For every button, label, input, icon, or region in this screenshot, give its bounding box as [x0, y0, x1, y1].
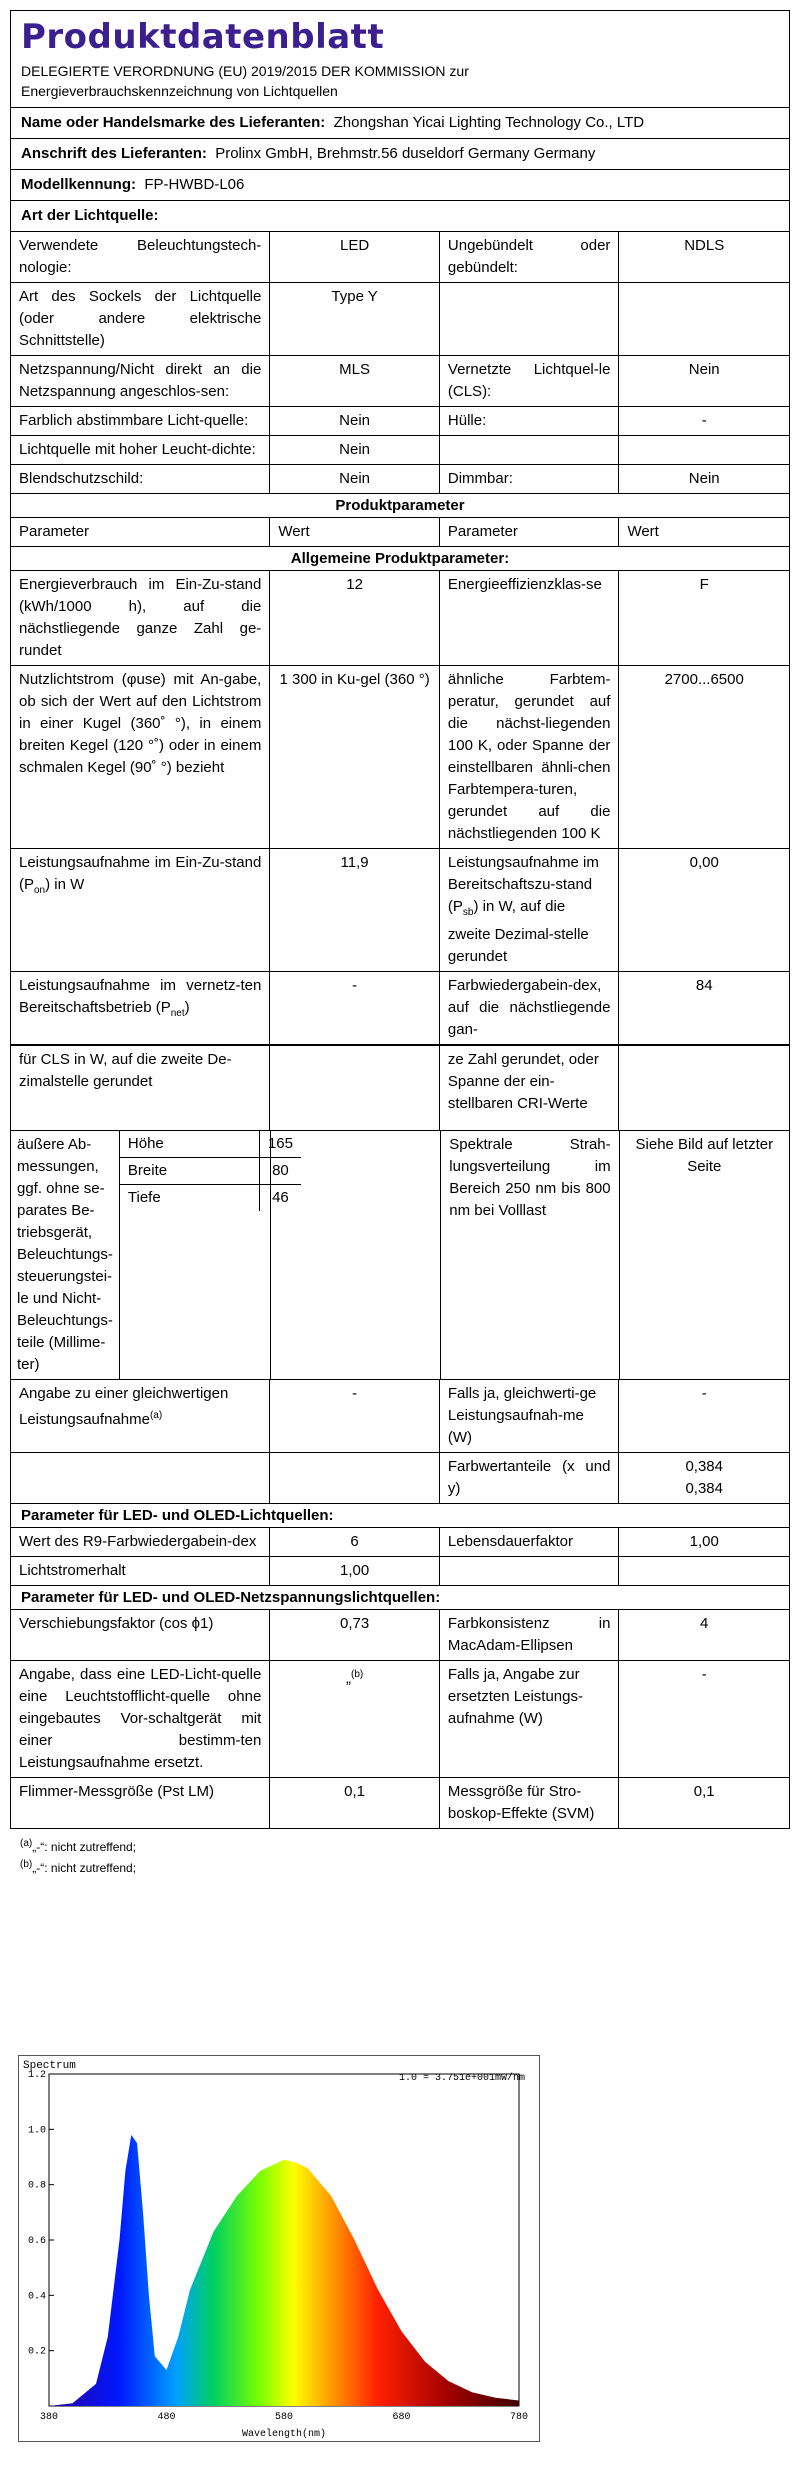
param-value: -	[270, 972, 440, 1044]
param-name: Hülle:	[440, 407, 620, 435]
param-value	[619, 1557, 789, 1585]
param-value: 1 300 in Ku-gel (360 °)	[270, 666, 440, 848]
table-row	[11, 1610, 789, 1661]
param-value: Nein	[270, 465, 440, 493]
table-row	[11, 1557, 789, 1586]
param-value: Type Y	[270, 283, 440, 355]
dimension-name: Tiefe	[120, 1185, 260, 1211]
dimension-value: 46	[272, 1189, 289, 1206]
datasheet-table-continued	[10, 1045, 790, 1829]
footnotes	[10, 1835, 790, 1877]
led-params-heading: Parameter für LED- und OLED-Lichtquellen:	[21, 1507, 334, 1524]
supplier-address-value: Prolinx GmbH, Brehmstr.56 duseldorf Germany Germany	[215, 145, 596, 162]
param-value: 0,1	[693, 1783, 715, 1800]
param-name	[440, 1557, 620, 1585]
column-header-value: Wert	[270, 518, 440, 546]
param-value: Siehe Bild auf letzter Seite	[635, 1136, 774, 1175]
column-header-param: Parameter	[440, 518, 620, 546]
x-tick-label: 680	[392, 2412, 411, 2423]
param-name: Dimmbar:	[440, 465, 620, 493]
param-value: F	[699, 576, 709, 593]
param-name: Falls ja, gleichwerti-ge Leistungsaufnah-me (W)	[440, 1380, 620, 1452]
spectrum-chart	[18, 2055, 540, 2442]
table-row	[11, 666, 789, 849]
led-params-heading-row	[11, 1504, 789, 1528]
header-block	[11, 11, 789, 108]
regulation-line-2: Energieverbrauchskennzeichnung von Lichtquellen	[21, 83, 338, 99]
supplier-name-label: Name oder Handelsmarke des Lieferanten:	[21, 114, 326, 131]
param-value	[619, 436, 789, 464]
column-header-value: Wert	[627, 523, 659, 540]
table-row	[11, 1046, 789, 1131]
param-name: Farbwiedergabein-dex, auf die nächstliegende gan-	[440, 972, 620, 1044]
param-name: Verwendete Beleuchtungstech-nologie:	[11, 232, 270, 282]
param-value: 0,00	[689, 854, 719, 871]
product-params-heading-row	[11, 494, 789, 518]
param-name: Angabe, dass eine LED-Licht-quelle eine Leuchtstofflicht-quelle ohne eingebautes Vor-schaltgerät mit einer bestimm-ten Leistungsaufnahme ersetzt.	[11, 1661, 270, 1777]
x-tick-label: 380	[39, 2412, 59, 2423]
param-name: Vernetzte Lichtquel-le (CLS):	[440, 356, 620, 406]
param-value: -	[701, 1385, 707, 1402]
param-value: -	[701, 1666, 707, 1683]
spectrum-svg	[19, 2056, 539, 2441]
param-value: 4	[700, 1615, 709, 1632]
param-name: Ungebündelt oder gebündelt:	[440, 232, 620, 282]
param-name: Messgröße für Stro-boskop-Effekte (SVM)	[440, 1778, 620, 1828]
param-value: „$^{(b)}$	[270, 1661, 440, 1777]
param-value: 12	[270, 571, 440, 665]
dimensions-label: äußere Ab-messungen, ggf. ohne se-parates Be-triebsgerät, Beleuchtungs-steuerungstei-le und Nicht-Beleuchtungs-teile (Millime-ter)	[11, 1131, 120, 1379]
dimension-value: 80	[272, 1162, 289, 1179]
chart-title: Spectrum	[23, 2060, 76, 2072]
param-name	[440, 436, 620, 464]
param-value: Nein	[688, 361, 720, 378]
param-name: Lichtquelle mit hoher Leucht-dichte:	[11, 436, 270, 464]
param-name: Spektrale Strah-lungsverteilung im Bereich 250 nm bis 800 nm bei Volllast	[440, 1131, 619, 1379]
param-value	[619, 283, 789, 355]
param-name: Farbwertanteile (x und y)	[440, 1453, 620, 1503]
param-name: Blendschutzschild:	[11, 465, 270, 493]
param-name: für CLS in W, auf die zweite De-zimalstelle gerundet	[11, 1046, 270, 1130]
param-name	[440, 283, 620, 355]
param-value: MLS	[270, 356, 440, 406]
param-name: Netzspannung/Nicht direkt an die Netzspannung angeschlos-sen:	[11, 356, 270, 406]
param-name: Wert des R9-Farbwiedergabein-dex	[11, 1528, 270, 1556]
param-value: 84	[695, 977, 713, 994]
mains-params-heading: Parameter für LED- und OLED-Netzspannungslichtquellen:	[21, 1589, 441, 1606]
param-name: Farbkonsistenz in MacAdam-Ellipsen	[440, 1610, 620, 1660]
param-value: Nein	[688, 470, 720, 487]
regulation-text	[11, 61, 789, 107]
param-value: 0,384 0,384	[685, 1458, 723, 1497]
y-tick-label: 0.4	[27, 2291, 46, 2303]
param-value: 2700...6500	[664, 671, 744, 688]
param-name: Leistungsaufnahme im Bereitschaftszu-stand $(P_{sb})$ in W, auf die zweite Dezimal-stelle gerundet	[440, 849, 620, 971]
param-name: Flimmer-Messgröße (Pst LM)	[11, 1778, 270, 1828]
param-name: Verschiebungsfaktor (cos ϕ1)	[11, 1610, 270, 1660]
dimension-name: Höhe	[120, 1131, 260, 1157]
y-tick-label: 0.8	[27, 2180, 46, 2192]
param-value: 0,1	[270, 1778, 440, 1828]
x-tick-label: 780	[509, 2412, 529, 2423]
param-name: Leistungsaufnahme im vernetz-ten Bereitschaftsbetrieb $(P_{net})$	[11, 972, 270, 1044]
datasheet-table	[10, 10, 790, 1045]
model-value: FP-HWBD-L06	[144, 176, 245, 193]
param-value: 6	[270, 1528, 440, 1556]
param-value: 1,00	[689, 1533, 719, 1550]
param-name: ähnliche Farbtem-peratur, gerundet auf die nächst-liegenden 100 K, oder Spanne der einstellbaren ähnli-chen Farbtempera-turen, gerundet auf die nächstliegenden 100 K	[440, 666, 620, 848]
param-name: Energieverbrauch im Ein-Zu-stand (kWh/1000 h), auf die nächstliegende ganze Zahl ge-rundet	[11, 571, 270, 665]
footnote: $^{(a)}$„-“: nicht zutreffend;	[20, 1838, 137, 1854]
table-row	[11, 436, 789, 465]
param-value: -	[270, 1380, 440, 1452]
regulation-line-1: DELEGIERTE VERORDNUNG (EU) 2019/2015 DER KOMMISSION zur	[21, 63, 469, 79]
column-header-row	[11, 518, 789, 547]
param-name: Lichtstromerhalt	[11, 1557, 270, 1585]
table-row	[11, 1778, 789, 1828]
supplier-address-label: Anschrift des Lieferanten:	[21, 145, 207, 162]
table-row	[11, 283, 789, 356]
product-params-heading: Produktparameter	[335, 497, 465, 514]
param-value: LED	[270, 232, 440, 282]
table-row	[11, 1380, 789, 1453]
general-params-heading-row	[11, 547, 789, 571]
supplier-name-value: Zhongshan Yicai Lighting Technology Co., LTD	[333, 114, 645, 131]
column-header-param: Parameter	[11, 518, 270, 546]
dimension-name: Breite	[120, 1158, 260, 1184]
page-title: Produktdatenblatt	[21, 17, 385, 57]
param-value: Nein	[270, 407, 440, 435]
param-name: Angabe zu einer gleichwertigen Leistungsaufnahme$^{(a)}$	[11, 1380, 270, 1452]
model-label: Modellkennung:	[21, 176, 136, 193]
param-name: Energieeffizienzklas-se	[440, 571, 620, 665]
y-tick-label: 0.2	[27, 2346, 46, 2358]
x-axis-label: Wavelength(nm)	[241, 2429, 327, 2440]
table-row	[11, 1528, 789, 1557]
datasheet	[10, 10, 790, 1877]
table-row	[11, 571, 789, 666]
table-row	[11, 232, 789, 283]
param-name: Lebensdauerfaktor	[440, 1528, 620, 1556]
param-name: Nutzlichtstrom (φuse) mit An-gabe, ob sich der Wert auf den Lichtstrom in einer Kugel (360˚ °), in einem breiten Kegel (120 °˚) oder in einem schmalen Kegel (90˚ °) bezieht	[11, 666, 270, 848]
param-value: 1,00	[270, 1557, 440, 1585]
light-source-type-label: Art der Lichtquelle:	[21, 207, 159, 224]
chart-annotation: 1.0 = 3.751e+001mW/nm	[398, 2073, 525, 2084]
y-tick-label: 0.6	[27, 2236, 46, 2247]
y-tick-label: 1.2	[27, 2070, 46, 2081]
mains-params-heading-row	[11, 1586, 789, 1610]
param-value: Nein	[270, 436, 440, 464]
general-params-heading: Allgemeine Produktparameter:	[290, 550, 510, 567]
table-row	[11, 356, 789, 407]
param-name: Leistungsaufnahme im Ein-Zu-stand $(P_{on})$ in W	[11, 849, 270, 971]
y-tick-label: 1.0	[27, 2125, 46, 2137]
param-value: 0,73	[270, 1610, 440, 1660]
param-value: 11,9	[270, 849, 440, 971]
table-row	[11, 972, 789, 1044]
model-row	[11, 170, 789, 201]
param-name: Art des Sockels der Lichtquelle (oder andere elektrische Schnittstelle)	[11, 283, 270, 355]
supplier-address-row	[11, 139, 789, 170]
table-row	[11, 849, 789, 972]
light-source-type-row	[11, 201, 789, 232]
x-tick-label: 580	[274, 2412, 294, 2423]
param-value: -	[701, 412, 707, 429]
table-row	[11, 1453, 789, 1504]
dimensions-row	[11, 1131, 789, 1380]
table-row	[11, 407, 789, 436]
x-tick-label: 480	[157, 2412, 176, 2423]
spectrum-area	[49, 2135, 519, 2406]
table-row	[11, 1661, 789, 1778]
param-value: NDLS	[684, 237, 725, 254]
dimension-value: 165	[267, 1135, 293, 1152]
param-name: ze Zahl gerundet, oder Spanne der ein-stellbaren CRI-Werte	[440, 1046, 620, 1130]
param-name: Falls ja, Angabe zur ersetzten Leistungs-aufnahme (W)	[440, 1661, 620, 1777]
footnote: $^{(b)}$„-“: nicht zutreffend;	[20, 1859, 137, 1875]
table-row	[11, 465, 789, 494]
supplier-name-row	[11, 108, 789, 139]
param-name: Farblich abstimmbare Licht-quelle:	[11, 407, 270, 435]
